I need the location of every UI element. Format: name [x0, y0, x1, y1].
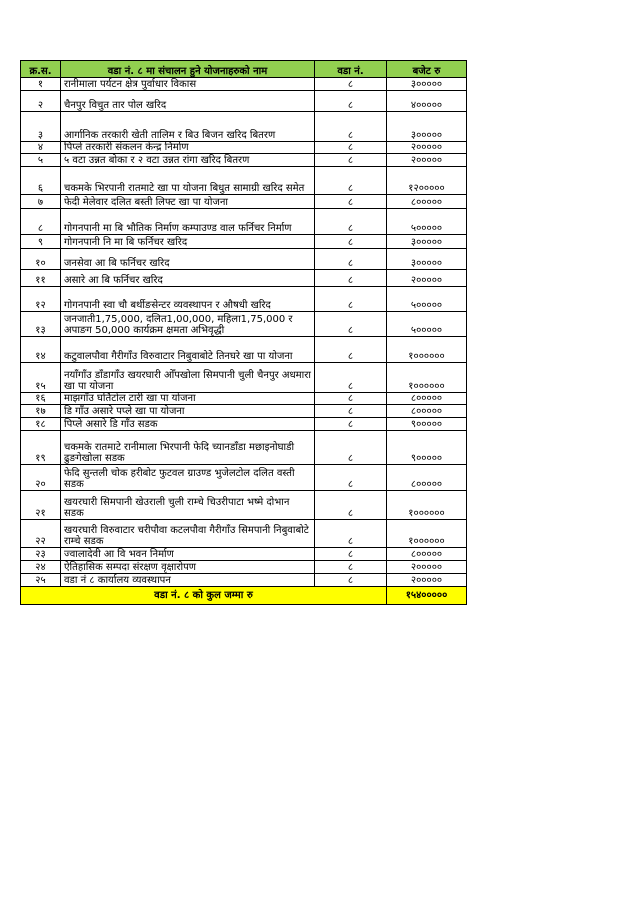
row-name: कटुवालपौवा गैरीगाँउ विरुवाटार निबुवाबोटे तिनघरे खा पा योजना	[61, 337, 315, 363]
table-row	[21, 112, 467, 142]
row-name: गोगनपानी नि मा बि फर्निचर खरिद	[61, 235, 315, 249]
row-amount: १००००००	[387, 491, 467, 520]
row-name: आर्गानिक तरकारी खेती तालिम र बिउ बिजन खरिद बितरण	[61, 112, 315, 142]
row-sn: १२	[21, 287, 61, 312]
row-amount: ८०००००	[387, 465, 467, 491]
row-sn: १३	[21, 312, 61, 337]
row-amount: ५०००००	[387, 312, 467, 337]
row-amount: २०००००	[387, 142, 467, 154]
row-sn: २५	[21, 574, 61, 587]
row-sn: ३	[21, 112, 61, 142]
row-name: फेदि सुन्तली चोक हरीबोट फुटवल ग्राउण्ड भुजेलटोल दलित वस्ती सडक	[61, 465, 315, 491]
table-row	[21, 363, 467, 393]
row-ward: ८	[315, 465, 387, 491]
row-name: जनसेवा आ बि फर्निचर खरिद	[61, 249, 315, 270]
row-ward: ८	[315, 574, 387, 587]
row-amount: ८०००००	[387, 393, 467, 405]
table-row	[21, 431, 467, 465]
row-ward: ८	[315, 91, 387, 112]
row-name: वडा नं ८ कार्यालय व्यवस्थापन	[61, 574, 315, 587]
row-sn: २०	[21, 465, 61, 491]
row-ward: ८	[315, 235, 387, 249]
table-row	[21, 167, 467, 195]
row-ward: ८	[315, 431, 387, 465]
row-sn: १९	[21, 431, 61, 465]
table-row	[21, 561, 467, 574]
row-amount: ९०००००	[387, 431, 467, 465]
row-amount: ३०००००	[387, 78, 467, 91]
table-row	[21, 209, 467, 235]
row-name: खयरघारी विरुवाटार चरीपौवा कटलपौवा गैरीगाँउ सिमपानी निबुवाबोटे राम्चे सडक	[61, 520, 315, 548]
row-ward: ८	[315, 337, 387, 363]
table-row	[21, 154, 467, 167]
row-ward: ८	[315, 154, 387, 167]
row-sn: ८	[21, 209, 61, 235]
table-row	[21, 465, 467, 491]
row-ward: ८	[315, 363, 387, 393]
budget-table	[20, 60, 467, 605]
row-name: चैनपुर विचुत तार पोल खरिद	[61, 91, 315, 112]
row-name: चकमके रातमाटे रानीमाला भिरपानी फेदि च्यानडाँडा मछाइनोघाडी ढुङगेखोला सडक	[61, 431, 315, 465]
row-ward: ८	[315, 209, 387, 235]
row-sn: १	[21, 78, 61, 91]
table-row	[21, 249, 467, 270]
row-ward: ८	[315, 418, 387, 431]
row-sn: २	[21, 91, 61, 112]
row-ward: ८	[315, 112, 387, 142]
row-ward: ८	[315, 491, 387, 520]
row-name: खयरघारी सिमपानी खेउराली चुली राम्चे चिउरीपाटा भष्मे दोभान सडक	[61, 491, 315, 520]
row-ward: ८	[315, 78, 387, 91]
table-row	[21, 418, 467, 431]
row-amount: ३०००००	[387, 235, 467, 249]
row-amount: ३०००००	[387, 249, 467, 270]
row-name: ५ वटा उन्नत बोका र २ वटा उन्नत रांगा खरिद बितरण	[61, 154, 315, 167]
row-amount: २०००००	[387, 561, 467, 574]
row-sn: १५	[21, 363, 61, 393]
row-sn: ४	[21, 142, 61, 154]
row-ward: ८	[315, 142, 387, 154]
row-name: गोगनपानी स्वा चौ बर्थीङसेन्टर व्यवस्थापन र औषधी खरिद	[61, 287, 315, 312]
row-amount: ४०००००	[387, 91, 467, 112]
row-ward: ८	[315, 287, 387, 312]
table-row	[21, 270, 467, 287]
row-sn: ११	[21, 270, 61, 287]
row-ward: ८	[315, 393, 387, 405]
row-amount: ८०००००	[387, 195, 467, 209]
row-amount: ९०००००	[387, 418, 467, 431]
row-sn: १६	[21, 393, 61, 405]
row-ward: ८	[315, 249, 387, 270]
header-ward: वडा नं.	[315, 61, 387, 78]
row-sn: १४	[21, 337, 61, 363]
row-name: फेदी मेलेवार दलित बस्ती लिफ्ट खा पा योजना	[61, 195, 315, 209]
row-name: रानीमाला पर्यटन क्षेत्र पुर्वाधार विकास	[61, 78, 315, 91]
row-amount: ३०००००	[387, 112, 467, 142]
table-row	[21, 337, 467, 363]
row-ward: ८	[315, 312, 387, 337]
table-body	[21, 78, 467, 587]
table-row	[21, 91, 467, 112]
row-amount: ८०००००	[387, 548, 467, 561]
row-sn: ५	[21, 154, 61, 167]
row-ward: ८	[315, 548, 387, 561]
row-amount: २०००००	[387, 574, 467, 587]
row-ward: ८	[315, 195, 387, 209]
row-name: नयाँगाँउ डाँडागाँउ खयरघारी ओँपखोला सिमपानी चुली चैनपुर अधमारा खा पा योजना	[61, 363, 315, 393]
row-amount: १००००००	[387, 337, 467, 363]
table-row	[21, 574, 467, 587]
row-name: ज्वालादेवी आ वि भवन निर्माण	[61, 548, 315, 561]
table-row	[21, 393, 467, 405]
row-ward: ८	[315, 270, 387, 287]
header-budget: बजेट रु	[387, 61, 467, 78]
row-amount: ५०००००	[387, 209, 467, 235]
table-row	[21, 405, 467, 418]
row-ward: ८	[315, 167, 387, 195]
row-amount: १००००००	[387, 363, 467, 393]
row-amount: १००००००	[387, 520, 467, 548]
table-row	[21, 520, 467, 548]
row-sn: ६	[21, 167, 61, 195]
row-amount: १२०००००	[387, 167, 467, 195]
row-ward: ८	[315, 520, 387, 548]
row-sn: २२	[21, 520, 61, 548]
row-sn: ९	[21, 235, 61, 249]
row-name: माझगाँउ घर्तिटोल टारी खा पा योजना	[61, 393, 315, 405]
table-row	[21, 491, 467, 520]
row-sn: १८	[21, 418, 61, 431]
row-name: ऐतिहासिक सम्पदा संरक्षण वृक्षारोपण	[61, 561, 315, 574]
row-sn: ७	[21, 195, 61, 209]
total-row	[21, 587, 467, 605]
row-name: चकमके भिरपानी रातमाटे खा पा योजना बिधुत सामाग्री खरिद समेत	[61, 167, 315, 195]
row-sn: २४	[21, 561, 61, 574]
row-name: असारे आ बि फर्निचर खरिद	[61, 270, 315, 287]
table-row	[21, 235, 467, 249]
header-row	[21, 61, 467, 78]
row-amount: ८०००००	[387, 405, 467, 418]
row-name: पिप्ले तरकारी संकलन केन्द्र निर्माण	[61, 142, 315, 154]
row-sn: २३	[21, 548, 61, 561]
row-ward: ८	[315, 405, 387, 418]
row-sn: १७	[21, 405, 61, 418]
table-row	[21, 142, 467, 154]
row-name: डि गाँउ असारे पप्ले खा पा योजना	[61, 405, 315, 418]
row-sn: २१	[21, 491, 61, 520]
row-ward: ८	[315, 561, 387, 574]
table-row	[21, 287, 467, 312]
row-amount: ५०००००	[387, 287, 467, 312]
row-amount: २०००००	[387, 270, 467, 287]
total-label: वडा नं. ८ को कुल जम्मा रु	[21, 587, 387, 605]
table-row	[21, 78, 467, 91]
row-sn: १०	[21, 249, 61, 270]
header-name: वडा नं. ८ मा संचालन हुने योजनाहरुको नाम	[61, 61, 315, 78]
table-row	[21, 548, 467, 561]
total-amount: १५४०००००	[387, 587, 467, 605]
row-name: जनजाती1,75,000, दलित1,00,000, महिला1,75,000 र अपाङग 50,000 कार्यक्रम क्षमता अभिवृद्धी	[61, 312, 315, 337]
table-row	[21, 312, 467, 337]
row-amount: २०००००	[387, 154, 467, 167]
row-name: गोगनपानी मा बि भौतिक निर्माण कम्पाउण्ड वाल फर्निचर निर्माण	[61, 209, 315, 235]
row-name: पिप्ले असारे डि गाँउ सडक	[61, 418, 315, 431]
table-row	[21, 195, 467, 209]
header-sn: क्र.स.	[21, 61, 61, 78]
